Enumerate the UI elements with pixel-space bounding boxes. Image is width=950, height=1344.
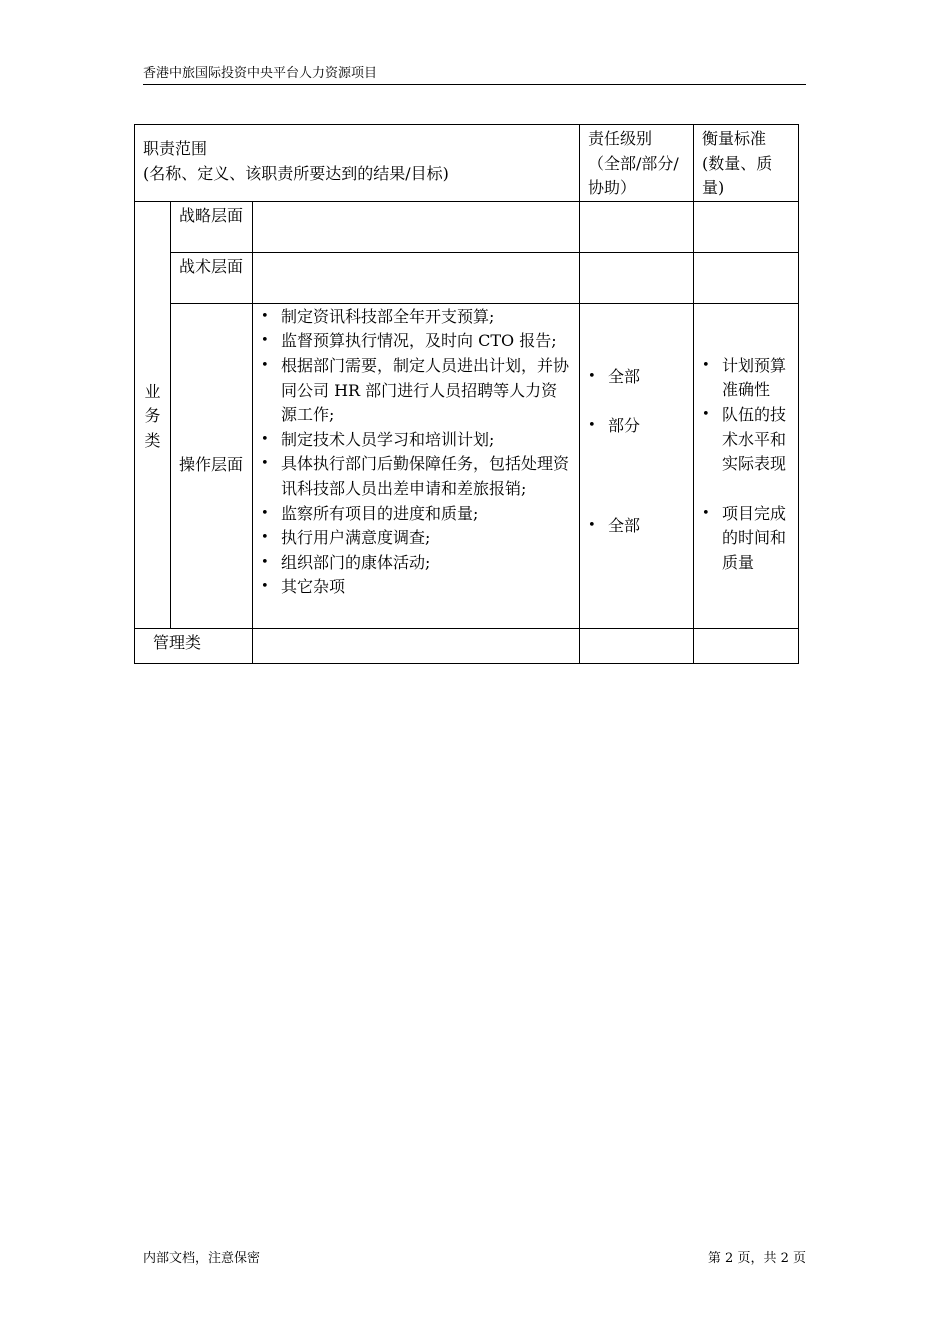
tactical-level: 战术层面 (171, 252, 253, 303)
responsibility-item: • 全部 (580, 365, 693, 390)
management-row (135, 628, 799, 663)
list-item: • 制定资讯科技部全年开支预算; (253, 305, 571, 330)
scope-desc: (名称、定义、该职责所要达到的结果/目标) (143, 163, 449, 183)
management-content (253, 628, 580, 663)
measure-item: • 队伍的技术水平和实际表现 (694, 403, 794, 477)
level-title: 责任级别 (588, 129, 653, 148)
scope-header (135, 125, 580, 202)
strategic-level: 战略层面 (171, 201, 253, 252)
business-category: 业务类 (135, 201, 171, 628)
list-item: • 制定技术人员学习和培训计划; (253, 428, 571, 453)
responsibility-item: • 部分 (580, 414, 693, 439)
tactical-measure (694, 252, 799, 303)
measure-header (694, 125, 799, 202)
list-item: • 执行用户满意度调查; (253, 526, 571, 551)
management-measure (694, 628, 799, 663)
strategic-row (135, 201, 799, 252)
list-item: • 组织部门的康体活动; (253, 551, 571, 576)
strategic-responsibility (580, 201, 694, 252)
list-item: • 监察所有项目的进度和质量; (253, 502, 571, 527)
measure-title: 衡量标准 (702, 129, 767, 148)
measure-item: • 项目完成的时间和质量 (694, 502, 794, 576)
responsibility-item: • 全部 (580, 514, 693, 539)
management-category: 管理类 (135, 628, 253, 663)
list-item: • 具体执行部门后勤保障任务，包括处理资讯科技部人员出差申请和差旅报销; (253, 452, 571, 501)
operational-tasks (253, 303, 580, 628)
list-item: • 根据部门需要，制定人员进出计划，并协同公司 HR 部门进行人员招聘等人力资源工作; (253, 354, 571, 428)
scope-title: 职责范围 (143, 139, 208, 158)
tactical-row (135, 252, 799, 303)
duty-table (134, 124, 799, 664)
table-header-row (135, 125, 799, 202)
strategic-measure (694, 201, 799, 252)
strategic-content (253, 201, 580, 252)
level-header (580, 125, 694, 202)
page-number: 第 2 页，共 2 页 (707, 1251, 806, 1266)
operational-responsibility (580, 303, 694, 628)
list-item: • 其它杂项 (253, 575, 571, 600)
footer-confidential: 内部文档，注意保密 (143, 1251, 261, 1266)
operational-measure (694, 303, 799, 628)
operational-level: 操作层面 (171, 303, 253, 628)
page-header: 香港中旅国际投资中央平台人力资源项目 (143, 64, 806, 85)
management-responsibility (580, 628, 694, 663)
list-item: • 监督预算执行情况，及时向 CTO 报告; (253, 329, 571, 354)
tactical-responsibility (580, 252, 694, 303)
level-desc: （全部/部分/协助） (588, 153, 679, 198)
tactical-content (253, 252, 580, 303)
operational-row (135, 303, 799, 628)
measure-desc: (数量、质量) (702, 153, 773, 198)
measure-item: • 计划预算准确性 (694, 354, 794, 403)
